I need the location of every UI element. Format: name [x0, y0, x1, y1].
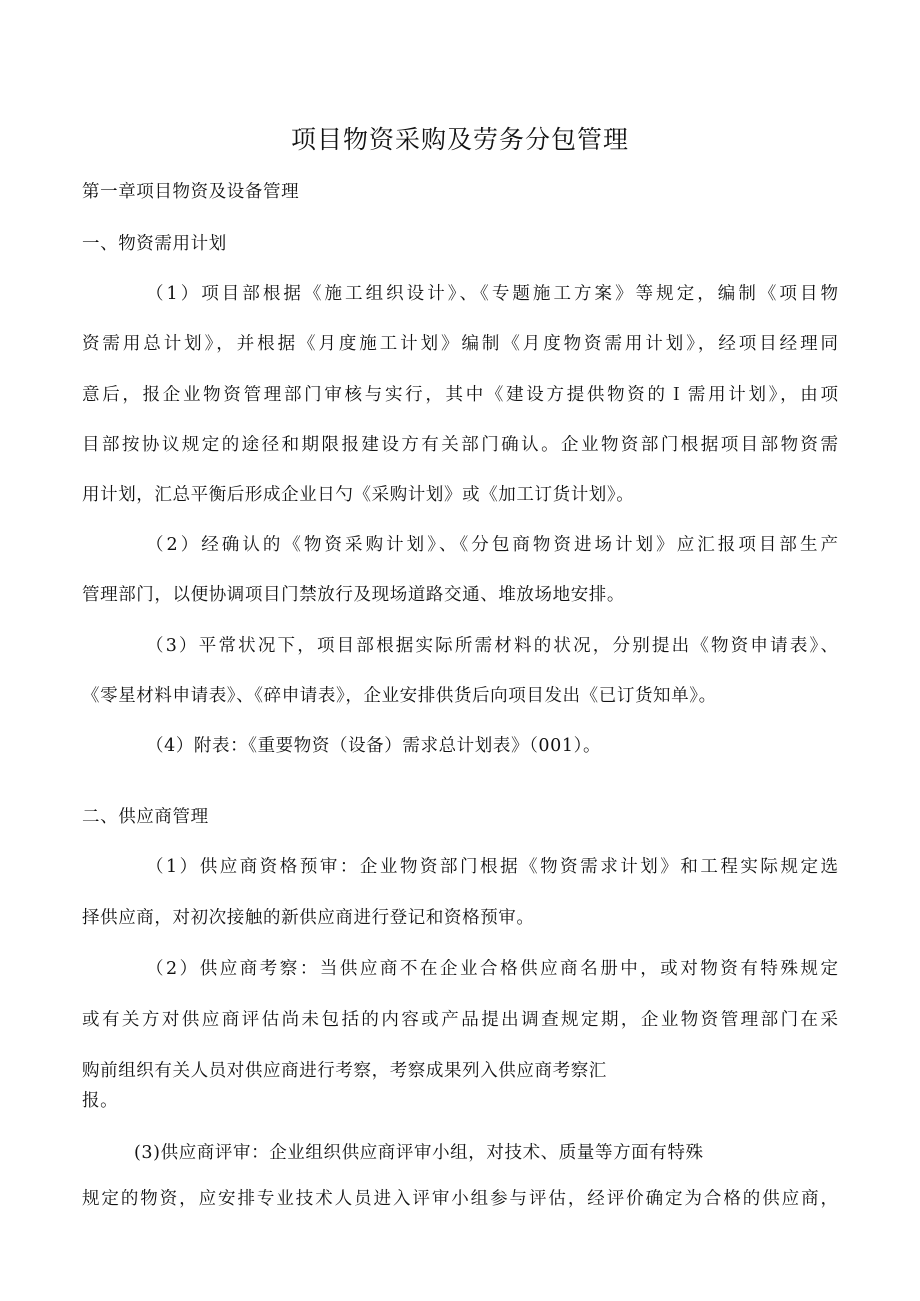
section-heading: 一、物资需用计划 — [82, 234, 227, 254]
paragraph-line: 或有关方对供应商评估尚未包括的内容或产品提出调查规定期，企业物资管理部门在采 — [82, 1010, 838, 1030]
paragraph-line: （3）平常状况下，项目部根据实际所需材料的状况，分别提出《物资申请表》、 — [146, 636, 838, 656]
section-heading: 二、供应商管理 — [82, 807, 209, 827]
paragraph-line: （4）附表：《重要物资（设备）需求总计划表》（001）。 — [146, 736, 602, 756]
paragraph-line: 择供应商，对初次接触的新供应商进行登记和资格预审。 — [82, 908, 535, 928]
paragraph-line: （1）供应商资格预审：企业物资部门根据《物资需求计划》和工程实际规定选 — [146, 857, 838, 877]
paragraph-line: 规定的物资，应安排专业技术人员进入评审小组参与评估，经评价确定为合格的供应商， — [82, 1189, 838, 1209]
chapter-heading: 第一章项目物资及设备管理 — [82, 182, 300, 202]
paragraph-line: （2）供应商考察：当供应商不在企业合格供应商名册中，或对物资有特殊规定 — [146, 959, 838, 979]
paragraph-line: (3)供应商评审：企业组织供应商评审小组，对技术、质量等方面有特殊 — [134, 1143, 704, 1163]
paragraph-line: 意后，报企业物资管理部门审核与实行，其中《建设方提供物资的Ｉ需用计划》，由项 — [82, 385, 838, 405]
paragraph-line: 用计划，汇总平衡后形成企业日勺《采购计划》或《加工订货计划》。 — [82, 485, 635, 505]
paragraph-line: 报。 — [82, 1091, 119, 1111]
paragraph-line: 资需用总计划》，并根据《月度施工计划》编制《月度物资需用计划》，经项目经理同 — [82, 334, 838, 354]
page-title: 项目物资采购及劳务分包管理 — [290, 125, 629, 154]
paragraph-line: 购前组织有关人员对供应商进行考察，考察成果列入供应商考察汇 — [82, 1061, 607, 1081]
paragraph-line: （2）经确认的《物资采购计划》、《分包商物资进场计划》应汇报项目部生产 — [146, 535, 838, 555]
paragraph-line: （1）项目部根据《施工组织设计》、《专题施工方案》等规定，编制《项目物 — [146, 284, 838, 304]
paragraph-line: 管理部门，以便协调项目门禁放行及现场道路交通、堆放场地安排。 — [82, 585, 625, 605]
paragraph-line: 《零星材料申请表》、《碎申请表》，企业安排供货后向项目发出《已订货知单》。 — [82, 686, 717, 706]
paragraph-line: 目部按协议规定的途径和期限报建设方有关部门确认。企业物资部门根据项目部物资需 — [82, 435, 838, 455]
